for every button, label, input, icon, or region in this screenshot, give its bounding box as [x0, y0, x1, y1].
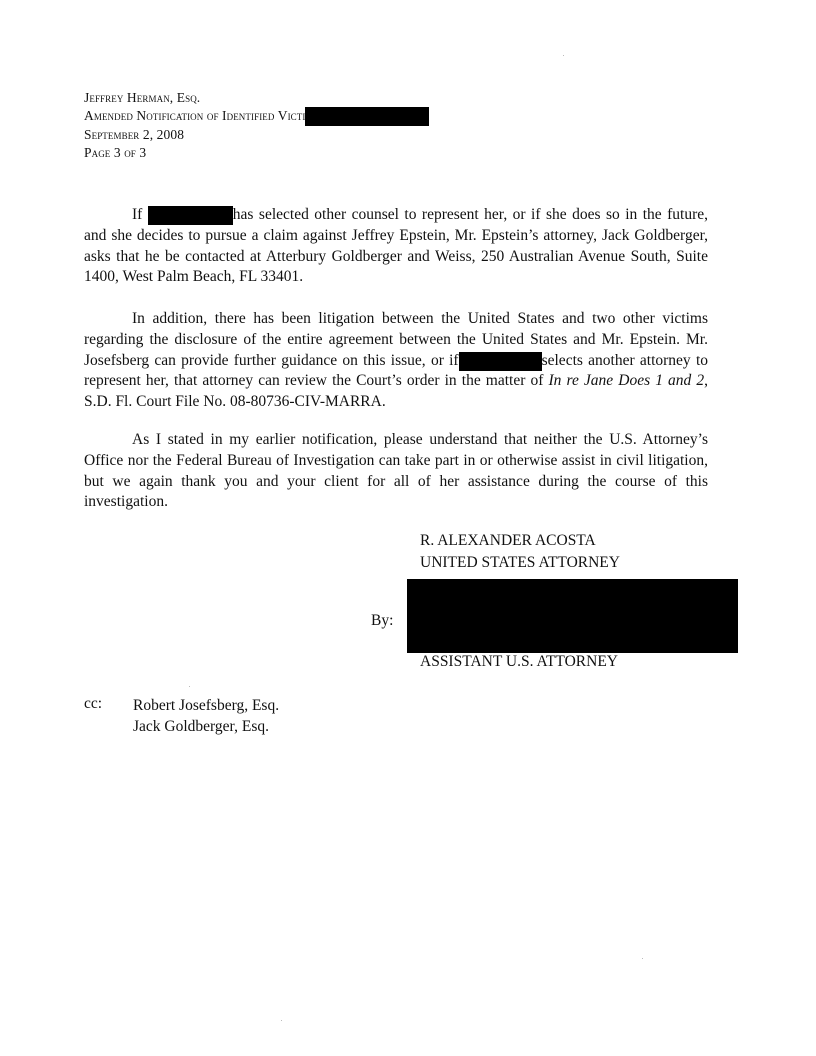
header-date: September 2, 2008: [84, 127, 185, 143]
redaction-box: [148, 206, 233, 225]
paragraph-text: selects another attorney to represent her, that attorney can review the Court’s order in the matter of: [84, 351, 708, 390]
letter-header: [84, 89, 429, 162]
header-recipient: Jeffrey Herman, Esq.: [84, 90, 201, 105]
cc-recipient: Robert Josefsberg, Esq.: [133, 697, 280, 714]
scan-speck: [189, 686, 190, 687]
by-label: By:: [371, 612, 394, 629]
cc-recipient: Jack Goldberger, Esq.: [133, 718, 269, 735]
cc-list: [133, 695, 279, 737]
signatory-name: R. ALEXANDER ACOSTA: [420, 532, 596, 549]
cc-label: cc:: [84, 695, 103, 712]
redaction-box: [459, 352, 542, 371]
signature-redaction-box: [407, 579, 738, 653]
header-subject-text: Amended Notification of Identified Victi: [84, 108, 306, 123]
assistant-title: ASSISTANT U.S. ATTORNEY: [420, 653, 618, 670]
paragraph-text: In addition, there has been litigation between the United States and two other victims regarding the disclosure of the entire agreement between the United States and Mr. Epstein. Mr. Josefsberg can provide further guidance on this issue, or if: [84, 310, 708, 369]
header-page-number: Page 3 of 3: [84, 145, 147, 161]
paragraph-closing: [84, 430, 708, 513]
paragraph-text: , S.D. Fl. Court File No. 08-80736-CIV-MARRA.: [84, 372, 708, 411]
paragraph-counsel-contact: [84, 205, 708, 288]
paragraph-text: As I stated in my earlier notification, please understand that neither the U.S. Attorney’s Office nor the Federal Bureau of Investigation can take part in or otherwise assist in civil litigation, but we again thank you and your client for all of her assistance during the course of this investigation.: [84, 431, 708, 511]
paragraph-litigation: [84, 309, 708, 413]
paragraph-text: has selected other counsel to represent her, or if she does so in the future, and she decides to pursue a claim against Jeffrey Epstein, Mr. Epstein’s attorney, Jack Goldberger, asks that he be contacted at Atterbury Goldberger and Weiss, 250 Australian Avenue South, Suite 1400, West Palm Beach, FL 33401.: [84, 206, 708, 286]
header-subject: [84, 107, 429, 126]
signatory-title: UNITED STATES ATTORNEY: [420, 554, 620, 571]
redaction-box: [305, 107, 429, 126]
scan-speck: [563, 55, 564, 56]
scan-speck: [642, 958, 643, 959]
signature-block: [420, 530, 620, 574]
case-name: In re Jane Does 1 and 2: [548, 372, 705, 390]
scan-speck: [281, 1020, 282, 1021]
paragraph-text: If: [132, 206, 143, 223]
